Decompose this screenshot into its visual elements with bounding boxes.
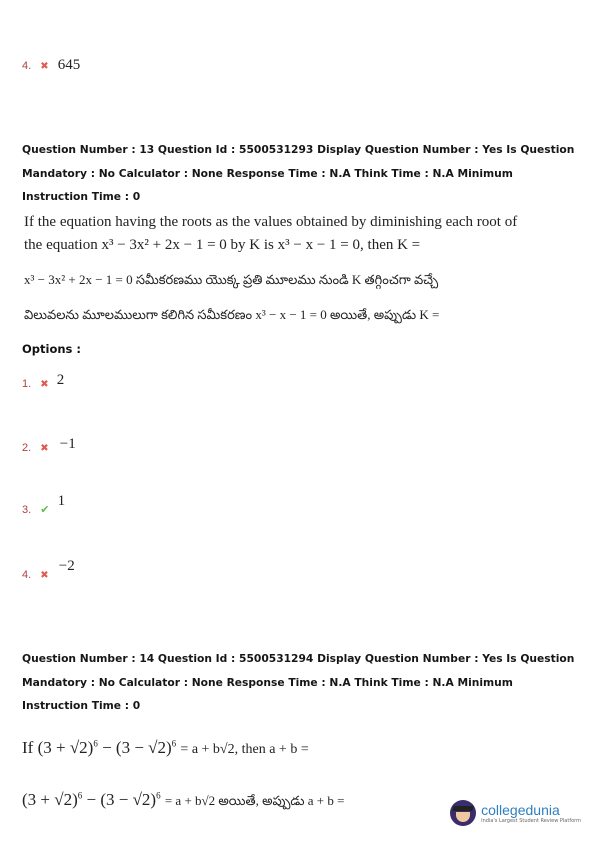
q13-options-label: Options : <box>22 342 81 356</box>
expr-term-2: (3 − √2) <box>115 738 172 757</box>
expr-term-1: (3 + √2) <box>22 790 78 809</box>
q13-question-te-line-1: x³ − 3x² + 2x − 1 = 0 సమీకరణము యొక్క ప్రతి మూలము నుండి K తగ్గించగా వచ్చే <box>24 272 439 287</box>
q14-en-prefix: If <box>22 738 34 757</box>
expr-term-2: (3 − √2) <box>100 790 157 809</box>
expr-minus: − <box>86 790 97 809</box>
q14-meta: Question Number : 14 Question Id : 5500531294 Display Question Number : Yes Is Question Mandatory : No Calculator : None Response Time : N.A Think Time : N.A Minimum Instruction Time : 0 <box>22 652 575 712</box>
option-number: 2. <box>22 442 32 454</box>
option-value: 645 <box>57 57 81 73</box>
q13-en-line-1: If the equation having the roots as the values obtained by diminishing each root of <box>24 214 518 230</box>
option-number: 3. <box>22 504 32 516</box>
mascot-icon <box>450 800 476 826</box>
exponent: 6 <box>171 738 177 749</box>
q13-question-te-line-2: విలువలను మూలములుగా కలిగిన సమీకరణం x³ − x − 1 = 0 అయితే, అప్పుడు K = <box>24 307 440 322</box>
option-number: 4. <box>22 569 32 581</box>
cross-icon: ✖ <box>40 570 49 581</box>
q14-te-suffix: = a + b√2 అయితే, అప్పుడు a + b = <box>164 793 345 808</box>
cross-icon: ✖ <box>40 61 49 72</box>
collegedunia-logo <box>450 800 581 826</box>
option-number: 1. <box>22 378 32 390</box>
q14-en-suffix: = a + b√2, then a + b = <box>180 742 309 757</box>
option-value: 1 <box>57 493 66 509</box>
q13-option-3 <box>22 493 66 518</box>
exponent: 6 <box>93 738 98 749</box>
q13-option-4 <box>22 558 75 583</box>
q13-question-en <box>24 211 564 257</box>
q13-option-2 <box>22 436 76 456</box>
q13-option-1 <box>22 372 64 392</box>
q12-option-4 <box>22 54 80 74</box>
logo-name: collegedunia <box>481 801 560 818</box>
exponent: 6 <box>156 790 161 801</box>
exponent: 6 <box>77 790 83 801</box>
cross-icon: ✖ <box>40 379 49 390</box>
option-value: −2 <box>58 558 75 574</box>
cross-icon: ✖ <box>40 443 49 454</box>
logo-tagline: India's Largest Student Review Platform <box>481 817 581 824</box>
check-icon: ✔ <box>40 503 50 516</box>
expr-term-1: (3 + √2) <box>37 738 94 757</box>
expr-minus: − <box>102 738 112 757</box>
q13-meta: Question Number : 13 Question Id : 5500531293 Display Question Number : Yes Is Question Mandatory : No Calculator : None Response Time : N.A Think Time : N.A Minimum Instruction Time : 0 <box>22 143 575 203</box>
q14-question-en <box>22 738 309 758</box>
option-value: 2 <box>56 372 65 388</box>
q14-question-te <box>22 790 344 812</box>
q13-en-line-2: the equation x³ − 3x² + 2x − 1 = 0 by K is x³ − x − 1 = 0, then K = <box>24 237 421 253</box>
option-number: 4. <box>22 60 32 72</box>
option-value: −1 <box>59 436 76 452</box>
